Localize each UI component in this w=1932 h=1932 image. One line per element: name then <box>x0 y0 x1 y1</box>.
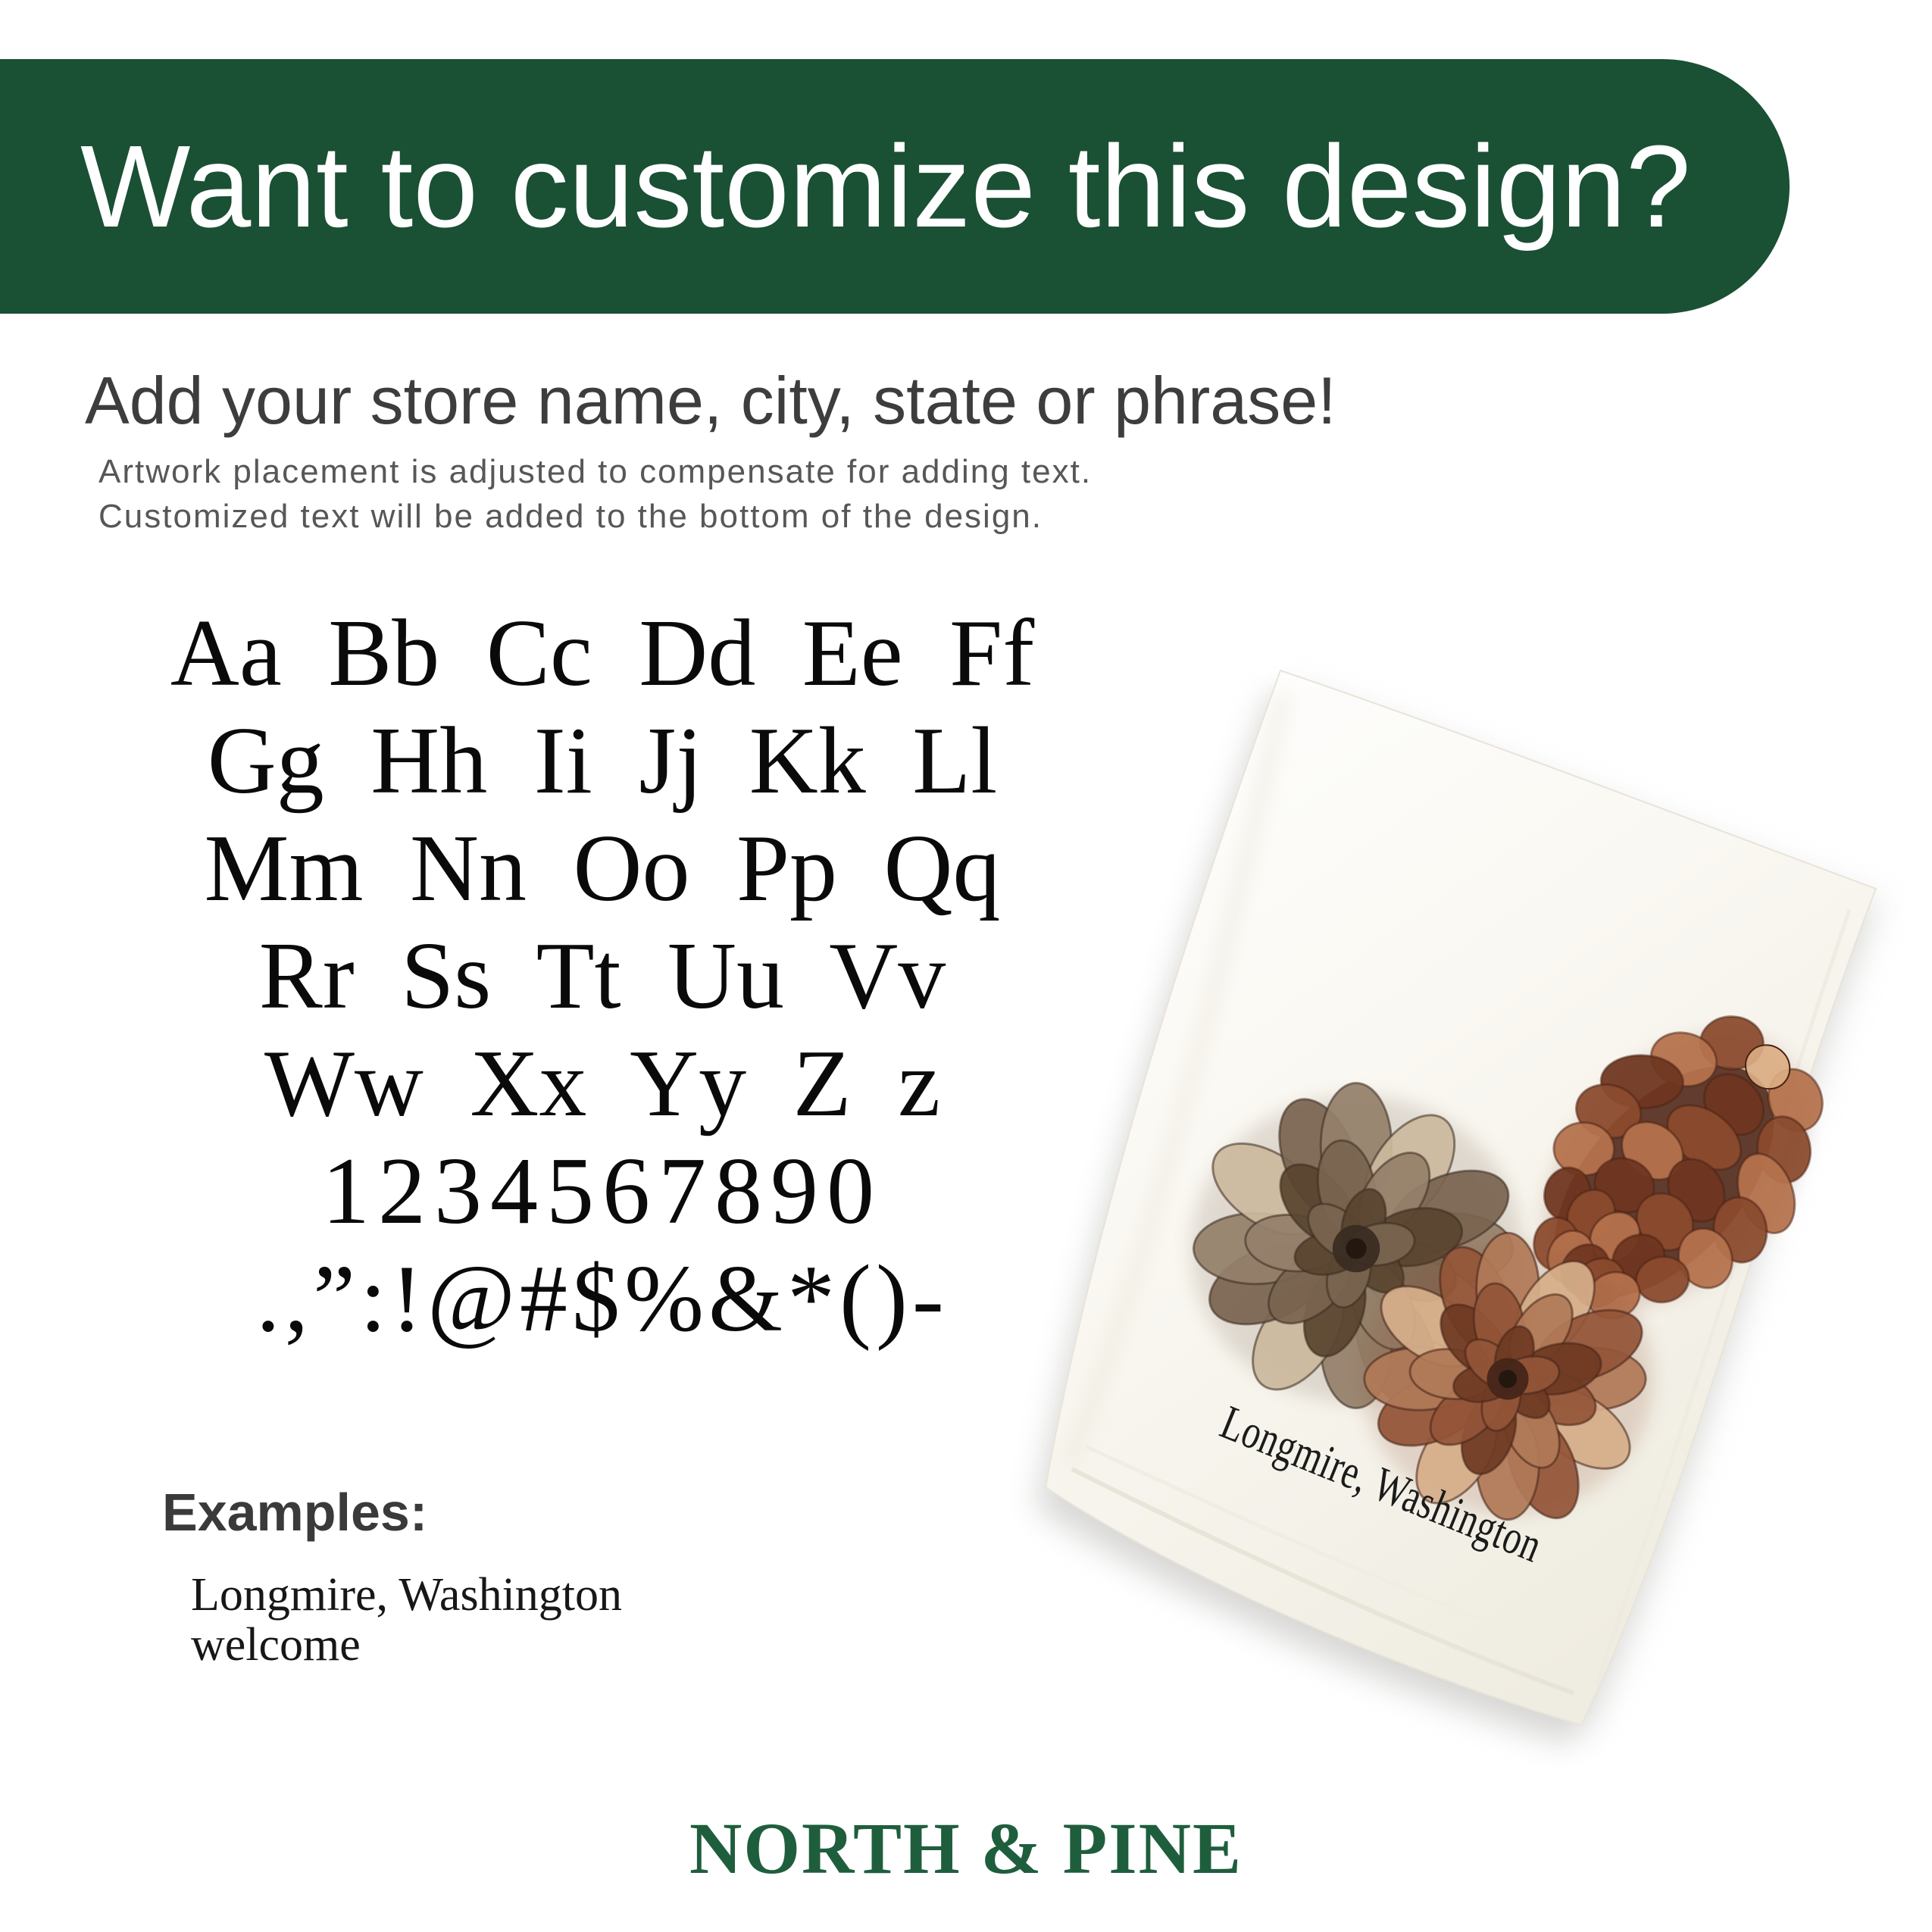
towel-custom-text: Longmire, Washington <box>1213 1395 1661 1618</box>
brand-logo: NORTH & PINE <box>689 1808 1243 1889</box>
font-specimen <box>91 600 1114 1353</box>
specimen-row-digits: 1234567890 <box>322 1139 883 1244</box>
note-line-1: Artwork placement is adjusted to compensate for adding text. <box>98 453 1093 490</box>
specimen-row-gl: Gg Hh Ii Jj Kk Ll <box>207 708 998 814</box>
example-item-1: Longmire, Washington <box>191 1569 623 1621</box>
specimen-row-mq: Mm Nn Oo Pp Qq <box>204 816 1001 921</box>
banner-title: Want to customize this design? <box>80 120 1691 252</box>
example-item-2: welcome <box>191 1619 361 1671</box>
examples-label: Examples: <box>162 1483 428 1542</box>
specimen-row-uppercase-af: Aa Bb Cc Dd Ee Ff <box>170 601 1035 706</box>
intro-notes <box>98 449 1092 539</box>
header-banner <box>0 59 1790 314</box>
note-line-2: Customized text will be added to the bottom of the design. <box>98 498 1043 535</box>
specimen-row-wz: Ww Xx Yy Z z <box>264 1031 941 1136</box>
specimen-row-punctuation: .,”:!@#$%&*()- <box>256 1246 949 1352</box>
towel-photo <box>1011 648 1924 1765</box>
specimen-row-rv: Rr Ss Tt Uu Vv <box>258 924 946 1029</box>
examples-list <box>191 1570 622 1670</box>
intro-headline: Add your store name, city, state or phrase! <box>85 363 1336 438</box>
